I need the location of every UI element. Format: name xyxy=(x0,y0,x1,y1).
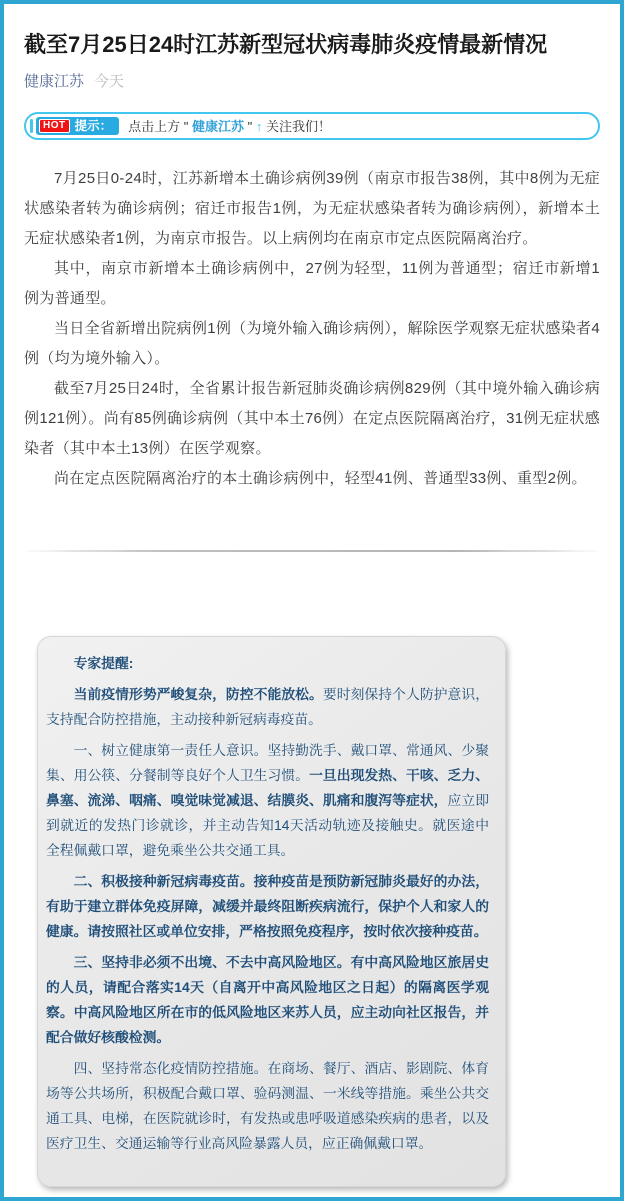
notice-paragraph xyxy=(46,950,489,1050)
tip-quote-close: " xyxy=(243,119,256,135)
notice-segment: 一、树立健康第一责任人意识。坚持勤洗手、戴口罩、常通风、少聚集、用公筷、分餐制等良好个人卫生习惯。 xyxy=(46,742,489,783)
notice-segment: 应立即到就近的发热门诊就诊，并主动告知14天活动轨迹及接触史。就医途中全程佩戴口罩，避免乘坐公共交通工具。 xyxy=(46,792,490,858)
tip-label: 提示： xyxy=(74,118,113,133)
banner-accent-bar xyxy=(30,119,33,133)
notice-segment-bold: 当前疫情形势严峻复杂，防控不能放松。 xyxy=(73,686,323,702)
article-body xyxy=(24,164,600,494)
notice-segment-bold: 二、积极接种新冠病毒疫苗。接种疫苗是预防新冠肺炎最好的办法，有助于建立群体免疫屏障，减缓并最终阻断疾病流行，保护个人和家人的健康。请按照社区或单位安排，严格按照免疫程序，按时依次接种疫苗。 xyxy=(46,873,489,939)
article-page xyxy=(4,30,620,1187)
hot-badge: HOT xyxy=(39,119,70,133)
notice-segment: 要时刻保持个人防护意识，支持配合防控措施，主动接种新冠病毒疫苗。 xyxy=(46,686,490,727)
notice-segment-bold: 三、坚持非必须不出境、不去中高风险地区。有中高风险地区旅居史的人员，请配合落实14天（自离开中高风险地区之日起）的隔离医学观察。中高风险地区所在市的低风险地区来苏人员，应主动向社区报告，并配合做好核酸检测。 xyxy=(46,954,489,1045)
notice-paragraph xyxy=(46,738,489,863)
article-meta xyxy=(24,72,600,92)
notice-heading: 专家提醒: xyxy=(73,655,134,671)
tip-text-post: 关注我们！ xyxy=(262,119,331,135)
follow-tip-banner[interactable] xyxy=(24,112,600,140)
tip-pill xyxy=(36,117,119,135)
article-paragraph: 当日全省新增出院病例1例（为境外输入确诊病例），解除医学观察无症状感染者4例（均为境外输入）。 xyxy=(24,319,600,367)
article-paragraph: 尚在定点医院隔离治疗的本土确诊病例中，轻型41例、普通型33例、重型2例。 xyxy=(54,469,587,487)
notice-paragraph xyxy=(46,1056,489,1156)
notice-paragraph xyxy=(46,869,489,944)
up-arrow-icon: ↑ xyxy=(255,119,263,135)
notice-segment: 四、坚持常态化疫情防控措施。在商场、餐厅、酒店、影剧院、体育场等公共场所，积极配合戴口罩、验码测温、一米线等措施。乘坐公共交通工具、电梯，在医院就诊时，有发热或患呼吸道感染疾病的患者，以及医疗卫生、交通运输等行业高风险暴露人员，应正确佩戴口罩。 xyxy=(46,1060,489,1151)
notice-paragraph xyxy=(46,682,489,732)
article-paragraph: 其中，南京市新增本土确诊病例中，27例为轻型，11例为普通型；宿迁市新增1例为普通型。 xyxy=(24,259,600,307)
section-divider xyxy=(24,550,600,552)
tip-text-pre: 点击上方 " xyxy=(128,119,192,135)
article-paragraph: 截至7月25日24时，全省累计报告新冠肺炎确诊病例829例（其中境外输入确诊病例121例）。尚有85例确诊病例（其中本土76例）在定点医院隔离治疗，31例无症状感染者（其中本土13例）在医学观察。 xyxy=(24,379,600,457)
publish-date: 今天 xyxy=(94,72,125,90)
notice-segment-bold: 一旦出现发热、干咳、乏力、鼻塞、流涕、咽痛、嗅觉味觉减退、结膜炎、肌痛和腹泻等症状， xyxy=(46,767,490,808)
account-link[interactable]: 健康江苏 xyxy=(24,72,85,90)
article-paragraph: 7月25日0-24时，江苏新增本土确诊病例39例（南京市报告38例，其中8例为无症状感染者转为确诊病例；宿迁市报告1例，为无症状感染者转为确诊病例），新增本土无症状感染者1例，为南京市报告。以上病例均在南京市定点医院隔离治疗。 xyxy=(24,169,600,247)
tip-text xyxy=(128,116,331,135)
expert-notice-box xyxy=(37,636,506,1187)
tip-account-link[interactable]: 健康江苏 xyxy=(191,119,244,135)
page-title: 截至7月25日24时江苏新型冠状病毒肺炎疫情最新情况 xyxy=(24,32,548,57)
